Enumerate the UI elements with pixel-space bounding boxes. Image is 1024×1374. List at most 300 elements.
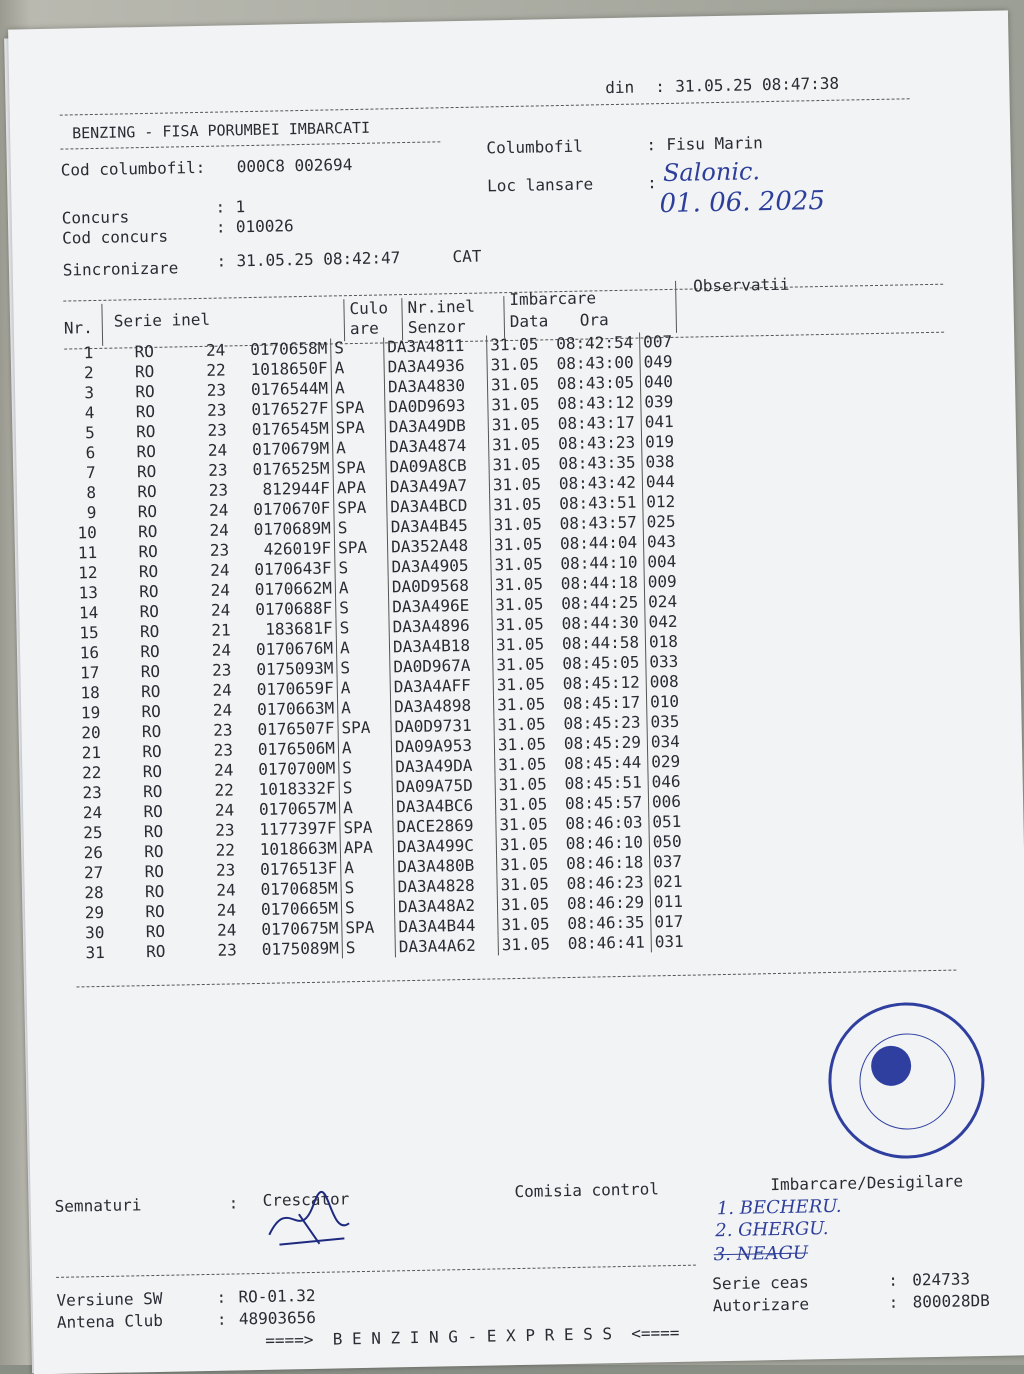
col-header-nr: Nr. — [63, 318, 93, 338]
ring-country: RO — [142, 761, 163, 782]
ring-country: RO — [137, 481, 157, 502]
col-header-senzor: Senzor — [407, 316, 466, 337]
boarding-date: 31.05 — [497, 734, 547, 755]
boarding-date: 31.05 — [500, 894, 550, 915]
observation-code: 051 — [652, 811, 682, 832]
ring-number: 0176506M — [236, 738, 339, 760]
boarding-date: 31.05 — [496, 654, 545, 675]
boarding-date: 31.05 — [490, 354, 539, 375]
antena-value: 48903656 — [238, 1307, 317, 1329]
observation-code: 035 — [650, 711, 680, 732]
loc-lansare-separator: : — [646, 173, 657, 193]
color-code: A — [339, 797, 392, 818]
sensor-ring-id: DA3A4874 — [385, 435, 488, 457]
ring-year: 24 — [210, 580, 231, 600]
ring-number: 0176507F — [235, 718, 338, 740]
ring-country: RO — [138, 541, 158, 562]
ring-number: 0170700M — [236, 758, 339, 780]
ring-number: 0170679M — [230, 438, 333, 460]
crescator-signature — [258, 1183, 359, 1255]
ring-number: 1018332F — [237, 778, 340, 800]
color-code: S — [335, 557, 388, 578]
cod-concurs-label: Cod concurs — [61, 226, 169, 248]
ring-number: 0170662M — [233, 578, 336, 600]
ring-number: 0176527F — [229, 398, 332, 420]
ring-number: 0170685M — [238, 878, 341, 900]
observation-code: 049 — [643, 351, 673, 372]
observation-code: 034 — [650, 731, 680, 752]
ring-year: 24 — [212, 680, 232, 700]
ring-year: 23 — [215, 860, 236, 880]
color-code: A — [335, 577, 388, 598]
ring-number: 0170665M — [239, 898, 342, 920]
comisia-control-label: Comisia control — [514, 1179, 660, 1202]
row-number: 16 — [79, 642, 100, 663]
ring-country: RO — [141, 701, 162, 722]
ring-year: 24 — [216, 900, 237, 920]
color-code: SPA — [332, 417, 385, 438]
observation-code: 012 — [646, 491, 676, 512]
din-value: 31.05.25 08:47:38 — [675, 73, 840, 96]
boarding-date: 31.05 — [494, 554, 543, 575]
boarding-date: 31.05 — [500, 874, 549, 895]
observation-code: 007 — [643, 331, 673, 352]
loc-lansare-handwritten: Salonic. — [662, 157, 761, 188]
boarding-date: 31.05 — [493, 494, 542, 515]
boarding-time: 08:44:58 — [559, 632, 646, 654]
autorizare-separator: : — [888, 1292, 899, 1312]
row-number: 17 — [80, 662, 100, 683]
sensor-ring-id: DA3A4A62 — [395, 935, 498, 957]
boarding-time: 08:45:12 — [560, 672, 647, 694]
boarding-date: 31.05 — [501, 934, 551, 955]
observation-code: 039 — [644, 391, 674, 412]
divider — [60, 141, 440, 149]
boarding-date: 31.05 — [496, 674, 546, 695]
concurs-separator: : — [215, 197, 226, 217]
ring-country: RO — [135, 401, 156, 422]
observation-code: 037 — [653, 851, 683, 872]
ring-year: 23 — [217, 940, 237, 960]
row-number: 31 — [85, 942, 106, 963]
boarding-date: 31.05 — [495, 634, 545, 655]
observation-code: 024 — [648, 591, 678, 612]
club-seal-stamp — [827, 1001, 986, 1160]
ring-country: RO — [145, 921, 166, 942]
ring-country: RO — [144, 861, 165, 882]
din-label: din — [605, 77, 635, 98]
ring-number: 0170659F — [235, 678, 338, 700]
ring-number: 0176544M — [229, 378, 332, 400]
row-number: 22 — [81, 762, 102, 783]
row-number: 20 — [81, 722, 101, 743]
observation-code: 010 — [649, 691, 680, 712]
ring-country: RO — [138, 561, 159, 582]
ring-year: 22 — [214, 780, 234, 800]
sensor-ring-id: DA09A953 — [391, 735, 494, 757]
row-number: 29 — [84, 902, 105, 923]
cod-concurs-separator: : — [215, 217, 226, 237]
color-code: SPA — [338, 717, 391, 738]
row-number: 3 — [84, 383, 95, 403]
ring-country: RO — [139, 621, 160, 642]
boarding-date: 31.05 — [499, 814, 548, 835]
sensor-ring-id: DA3A4B44 — [395, 915, 498, 937]
autorizare-value: 800028DB — [912, 1290, 990, 1312]
sensor-ring-id: DA3A49DB — [385, 415, 488, 437]
sensor-ring-id: DA3A4B45 — [387, 515, 490, 537]
row-number: 23 — [82, 782, 102, 803]
columbofil-value: Fisu Marin — [666, 133, 763, 154]
ring-year: 24 — [216, 920, 237, 940]
column-rule — [503, 296, 505, 338]
cod-concurs-value: 010026 — [235, 216, 294, 237]
ring-number: 0176545M — [230, 418, 333, 440]
sensor-ring-id: DA3A4830 — [384, 375, 487, 397]
row-number: 15 — [79, 622, 99, 643]
sensor-ring-id: DA3A49A7 — [386, 475, 489, 497]
ring-country: RO — [143, 821, 164, 842]
sensor-ring-id: DA352A48 — [387, 535, 490, 557]
color-code: A — [341, 857, 394, 878]
color-code: A — [338, 737, 391, 758]
loc-lansare-label: Loc lansare — [486, 174, 594, 196]
ring-year: 23 — [206, 380, 227, 400]
ring-number: 0170670F — [231, 498, 334, 520]
observation-code: 018 — [648, 631, 679, 652]
boarding-date: 31.05 — [497, 714, 546, 735]
benzing-express-banner: ====> B E N Z I N G - E X P R E S S <==== — [265, 1322, 680, 1350]
ring-country: RO — [137, 521, 158, 542]
ring-year: 24 — [207, 440, 228, 460]
cod-columbofil-value: 000C8 002694 — [236, 155, 353, 177]
ring-country: RO — [140, 661, 161, 682]
observation-code: 029 — [651, 751, 681, 772]
ring-year: 22 — [206, 360, 226, 380]
row-number: 12 — [78, 562, 98, 583]
ring-country: RO — [141, 681, 161, 702]
antena-label: Antena Club — [56, 1310, 164, 1332]
ring-year: 23 — [215, 820, 235, 840]
ring-number: 0170675M — [239, 918, 342, 940]
row-number: 26 — [83, 842, 104, 863]
boarding-time: 08:46:23 — [563, 872, 650, 894]
ring-country: RO — [134, 361, 155, 382]
sensor-ring-id: DA3A4BC6 — [392, 795, 495, 817]
divider — [56, 1265, 696, 1278]
boarding-time: 08:44:10 — [557, 552, 644, 574]
column-rule — [101, 304, 103, 346]
color-code: A — [331, 357, 384, 378]
color-code: S — [341, 877, 394, 898]
ring-country: RO — [145, 941, 166, 962]
boarding-date: 31.05 — [491, 394, 540, 415]
column-rule — [401, 298, 403, 340]
ring-year: 24 — [210, 600, 231, 620]
ring-number: 812944F — [231, 478, 334, 500]
date-handwritten: 01. 06. 2025 — [659, 185, 826, 220]
ring-year: 24 — [213, 760, 234, 780]
observation-code: 021 — [653, 871, 683, 892]
ring-year: 23 — [209, 540, 230, 560]
serie-ceas-separator: : — [888, 1270, 899, 1290]
boarding-date: 31.05 — [498, 774, 548, 795]
color-code: APA — [333, 477, 386, 498]
observation-code: 006 — [651, 791, 682, 812]
boarding-date: 31.05 — [491, 414, 541, 435]
ring-number: 1177397F — [237, 818, 340, 840]
boarding-time: 08:45:29 — [561, 732, 648, 754]
ring-year: 24 — [210, 560, 230, 580]
ring-number: 0176513F — [238, 858, 341, 880]
ring-country: RO — [137, 501, 158, 522]
boarding-date: 31.05 — [499, 834, 549, 855]
ring-country: RO — [144, 841, 164, 862]
row-number: 14 — [78, 602, 99, 623]
sincronizare-value: 31.05.25 08:42:47 — [236, 248, 401, 271]
commission-member-3: 3. NEAGU — [713, 1242, 809, 1266]
boarding-date: 31.05 — [492, 474, 542, 495]
ring-year: 23 — [213, 740, 234, 760]
row-number: 4 — [84, 403, 95, 423]
ring-country: RO — [144, 881, 165, 902]
observation-code: 017 — [654, 911, 684, 932]
commission-member-2: 2. GHERGU. — [715, 1218, 829, 1242]
observation-code: 046 — [651, 771, 681, 792]
sensor-ring-id: DA3A480B — [394, 855, 497, 877]
ring-number: 0170676M — [234, 638, 337, 660]
cod-columbofil-label: Cod columbofil: — [60, 157, 206, 180]
boarding-time: 08:46:18 — [563, 852, 650, 874]
col-header-imbarcare: Imbarcare — [509, 288, 597, 310]
boarding-date: 31.05 — [496, 694, 546, 715]
ring-number: 183681F — [233, 618, 336, 640]
color-code: SPA — [340, 817, 393, 838]
col-header-nr-inel: Nr.inel — [407, 296, 476, 317]
sensor-ring-id: DA3A499C — [393, 835, 496, 857]
observation-code: 008 — [649, 671, 679, 692]
ring-year: 23 — [211, 660, 232, 680]
ring-number: 0170657M — [237, 798, 340, 820]
row-number: 24 — [82, 802, 103, 823]
ring-year: 23 — [208, 460, 228, 480]
boarding-time: 08:43:17 — [555, 413, 642, 435]
din-separator: : — [655, 77, 666, 97]
ring-year: 24 — [212, 700, 233, 720]
boarding-time: 08:45:44 — [561, 752, 648, 774]
commission-member-1: 1. BECHERU. — [716, 1195, 842, 1220]
document-title: BENZING - FISA PORUMBEI IMBARCATI — [71, 118, 371, 143]
antena-separator: : — [216, 1309, 227, 1329]
row-number: 1 — [83, 343, 94, 363]
autorizare-label: Autorizare — [712, 1294, 810, 1316]
boarding-date: 31.05 — [492, 454, 541, 475]
row-number: 9 — [86, 502, 97, 523]
boarding-date: 31.05 — [498, 754, 547, 775]
observation-code: 042 — [648, 611, 678, 632]
columbofil-label: Columbofil — [486, 136, 583, 158]
boarding-time: 08:43:35 — [555, 453, 642, 475]
columbofil-separator: : — [646, 135, 657, 155]
boarding-date: 31.05 — [498, 794, 548, 815]
row-number: 18 — [80, 682, 101, 703]
boarding-time: 08:45:05 — [559, 652, 646, 674]
color-code: S — [339, 777, 392, 798]
ring-number: 0175093M — [234, 658, 337, 680]
ring-number: 426019F — [232, 538, 335, 560]
color-code: SPA — [333, 457, 386, 478]
color-code: S — [331, 337, 384, 358]
ring-year: 23 — [208, 480, 229, 500]
boarding-time: 08:43:42 — [556, 473, 643, 495]
boarding-time: 08:45:17 — [560, 692, 647, 714]
row-number: 5 — [85, 423, 96, 443]
document-sheet — [8, 10, 1024, 1374]
color-code: APA — [340, 837, 393, 858]
observation-code: 044 — [645, 471, 675, 492]
sensor-ring-id: DA3A4898 — [390, 695, 493, 717]
sensor-ring-id: DA3A49DA — [392, 755, 495, 777]
boarding-time: 08:46:35 — [564, 912, 651, 934]
sensor-ring-id: DA09A75D — [392, 775, 495, 797]
sensor-ring-id: DA09A8CB — [386, 455, 489, 477]
color-code: A — [331, 377, 384, 398]
boarding-time: 08:45:23 — [560, 712, 647, 734]
sensor-ring-id: DA3A48A2 — [394, 895, 497, 917]
row-number: 19 — [80, 702, 101, 723]
observation-code: 038 — [645, 451, 675, 472]
row-number: 8 — [86, 482, 97, 503]
boarding-time: 08:45:51 — [561, 772, 648, 794]
color-code: S — [339, 757, 392, 778]
boarding-time: 08:46:03 — [562, 812, 649, 834]
observation-code: 009 — [647, 571, 677, 592]
sensor-ring-id: DA3A4811 — [384, 335, 487, 357]
pigeon-table — [56, 331, 718, 963]
color-code: SPA — [342, 917, 395, 938]
ring-year: 24 — [214, 800, 235, 820]
sincronizare-separator: : — [216, 251, 227, 271]
ring-country: RO — [140, 641, 160, 662]
ring-country: RO — [135, 381, 155, 402]
semnaturi-separator: : — [228, 1193, 239, 1213]
concurs-label: Concurs — [61, 207, 130, 228]
sensor-ring-id: DACE2869 — [393, 815, 496, 837]
ring-country: RO — [136, 461, 157, 482]
ring-number: 1018650F — [228, 358, 331, 380]
boarding-date: 31.05 — [493, 534, 543, 555]
observation-code: 041 — [644, 411, 674, 432]
sensor-ring-id: DA3A4828 — [394, 875, 497, 897]
ring-country: RO — [142, 781, 163, 802]
observation-code: 050 — [652, 831, 682, 852]
sensor-ring-id: DA3A4B18 — [389, 635, 492, 657]
boarding-time: 08:46:41 — [565, 932, 652, 954]
versiune-separator: : — [216, 1287, 227, 1307]
color-code: SPA — [334, 537, 387, 558]
boarding-time: 08:46:29 — [564, 892, 651, 914]
color-code: S — [334, 517, 387, 538]
ring-year: 24 — [205, 340, 226, 360]
observation-code: 031 — [654, 931, 684, 952]
boarding-time: 08:43:05 — [554, 373, 641, 395]
boarding-time: 08:44:18 — [558, 572, 645, 594]
ring-year: 24 — [209, 520, 229, 540]
ring-number: 0170643F — [232, 558, 335, 580]
ring-year: 21 — [211, 620, 231, 640]
boarding-date: 31.05 — [495, 614, 544, 635]
color-code: S — [342, 937, 395, 958]
sincronizare-extra: CAT — [452, 246, 482, 267]
color-code: SPA — [334, 497, 387, 518]
boarding-date: 31.05 — [491, 434, 541, 455]
observation-code: 004 — [647, 551, 677, 572]
boarding-date: 31.05 — [495, 594, 544, 615]
boarding-time: 08:43:51 — [556, 493, 643, 515]
col-header-culoare-2: are — [349, 318, 379, 339]
color-code: A — [337, 697, 390, 718]
boarding-time: 08:43:12 — [554, 393, 641, 415]
row-number: 10 — [77, 522, 97, 543]
row-number: 7 — [85, 463, 96, 483]
col-header-serie-inel: Serie inel — [113, 309, 211, 331]
serie-ceas-label: Serie ceas — [712, 1272, 809, 1294]
ring-number: 0170688F — [233, 598, 336, 620]
ring-country: RO — [142, 741, 162, 762]
boarding-date: 31.05 — [490, 334, 539, 355]
col-header-culoare-1: Culo — [349, 298, 389, 319]
crescator-label: Crescator — [262, 1189, 350, 1210]
row-number: 2 — [83, 363, 94, 383]
ring-country: RO — [139, 601, 160, 622]
sensor-ring-id: DA3A4896 — [389, 615, 492, 637]
observation-code: 019 — [644, 431, 675, 452]
sensor-ring-id: DA3A4936 — [384, 355, 487, 377]
color-code: S — [337, 657, 390, 678]
col-header-ora: Ora — [579, 310, 609, 330]
boarding-time: 08:45:57 — [562, 792, 649, 814]
color-code: SPA — [332, 397, 385, 418]
ring-country: RO — [136, 421, 156, 442]
sensor-ring-id: DA3A496E — [389, 595, 492, 617]
color-code: A — [337, 677, 390, 698]
ring-number: 0170658M — [228, 338, 331, 360]
boarding-time: 08:46:10 — [563, 832, 650, 854]
semnaturi-label: Semnaturi — [54, 1195, 142, 1216]
ring-country: RO — [134, 341, 155, 362]
observation-code: 043 — [646, 531, 677, 552]
boarding-date: 31.05 — [500, 854, 549, 875]
sensor-ring-id: DA3A4AFF — [390, 675, 493, 697]
col-header-observatii: Observatii — [692, 274, 790, 296]
row-number: 11 — [77, 542, 98, 563]
boarding-date: 31.05 — [501, 914, 550, 935]
ring-country: RO — [136, 441, 157, 462]
boarding-time: 08:43:57 — [556, 512, 643, 534]
boarding-date: 31.05 — [494, 574, 544, 595]
ring-number: 0175089M — [240, 938, 343, 960]
divider — [60, 98, 910, 115]
versiune-value: RO-01.32 — [238, 1285, 316, 1307]
concurs-value: 1 — [235, 197, 246, 217]
sensor-ring-id: DA0D9731 — [391, 715, 494, 737]
color-code: A — [333, 437, 386, 458]
serie-ceas-value: 024733 — [912, 1269, 971, 1290]
row-number: 25 — [83, 822, 103, 843]
observation-code: 025 — [646, 511, 676, 532]
stamp-inner-ring — [859, 1033, 957, 1131]
sensor-ring-id: DA0D967A — [390, 655, 493, 677]
